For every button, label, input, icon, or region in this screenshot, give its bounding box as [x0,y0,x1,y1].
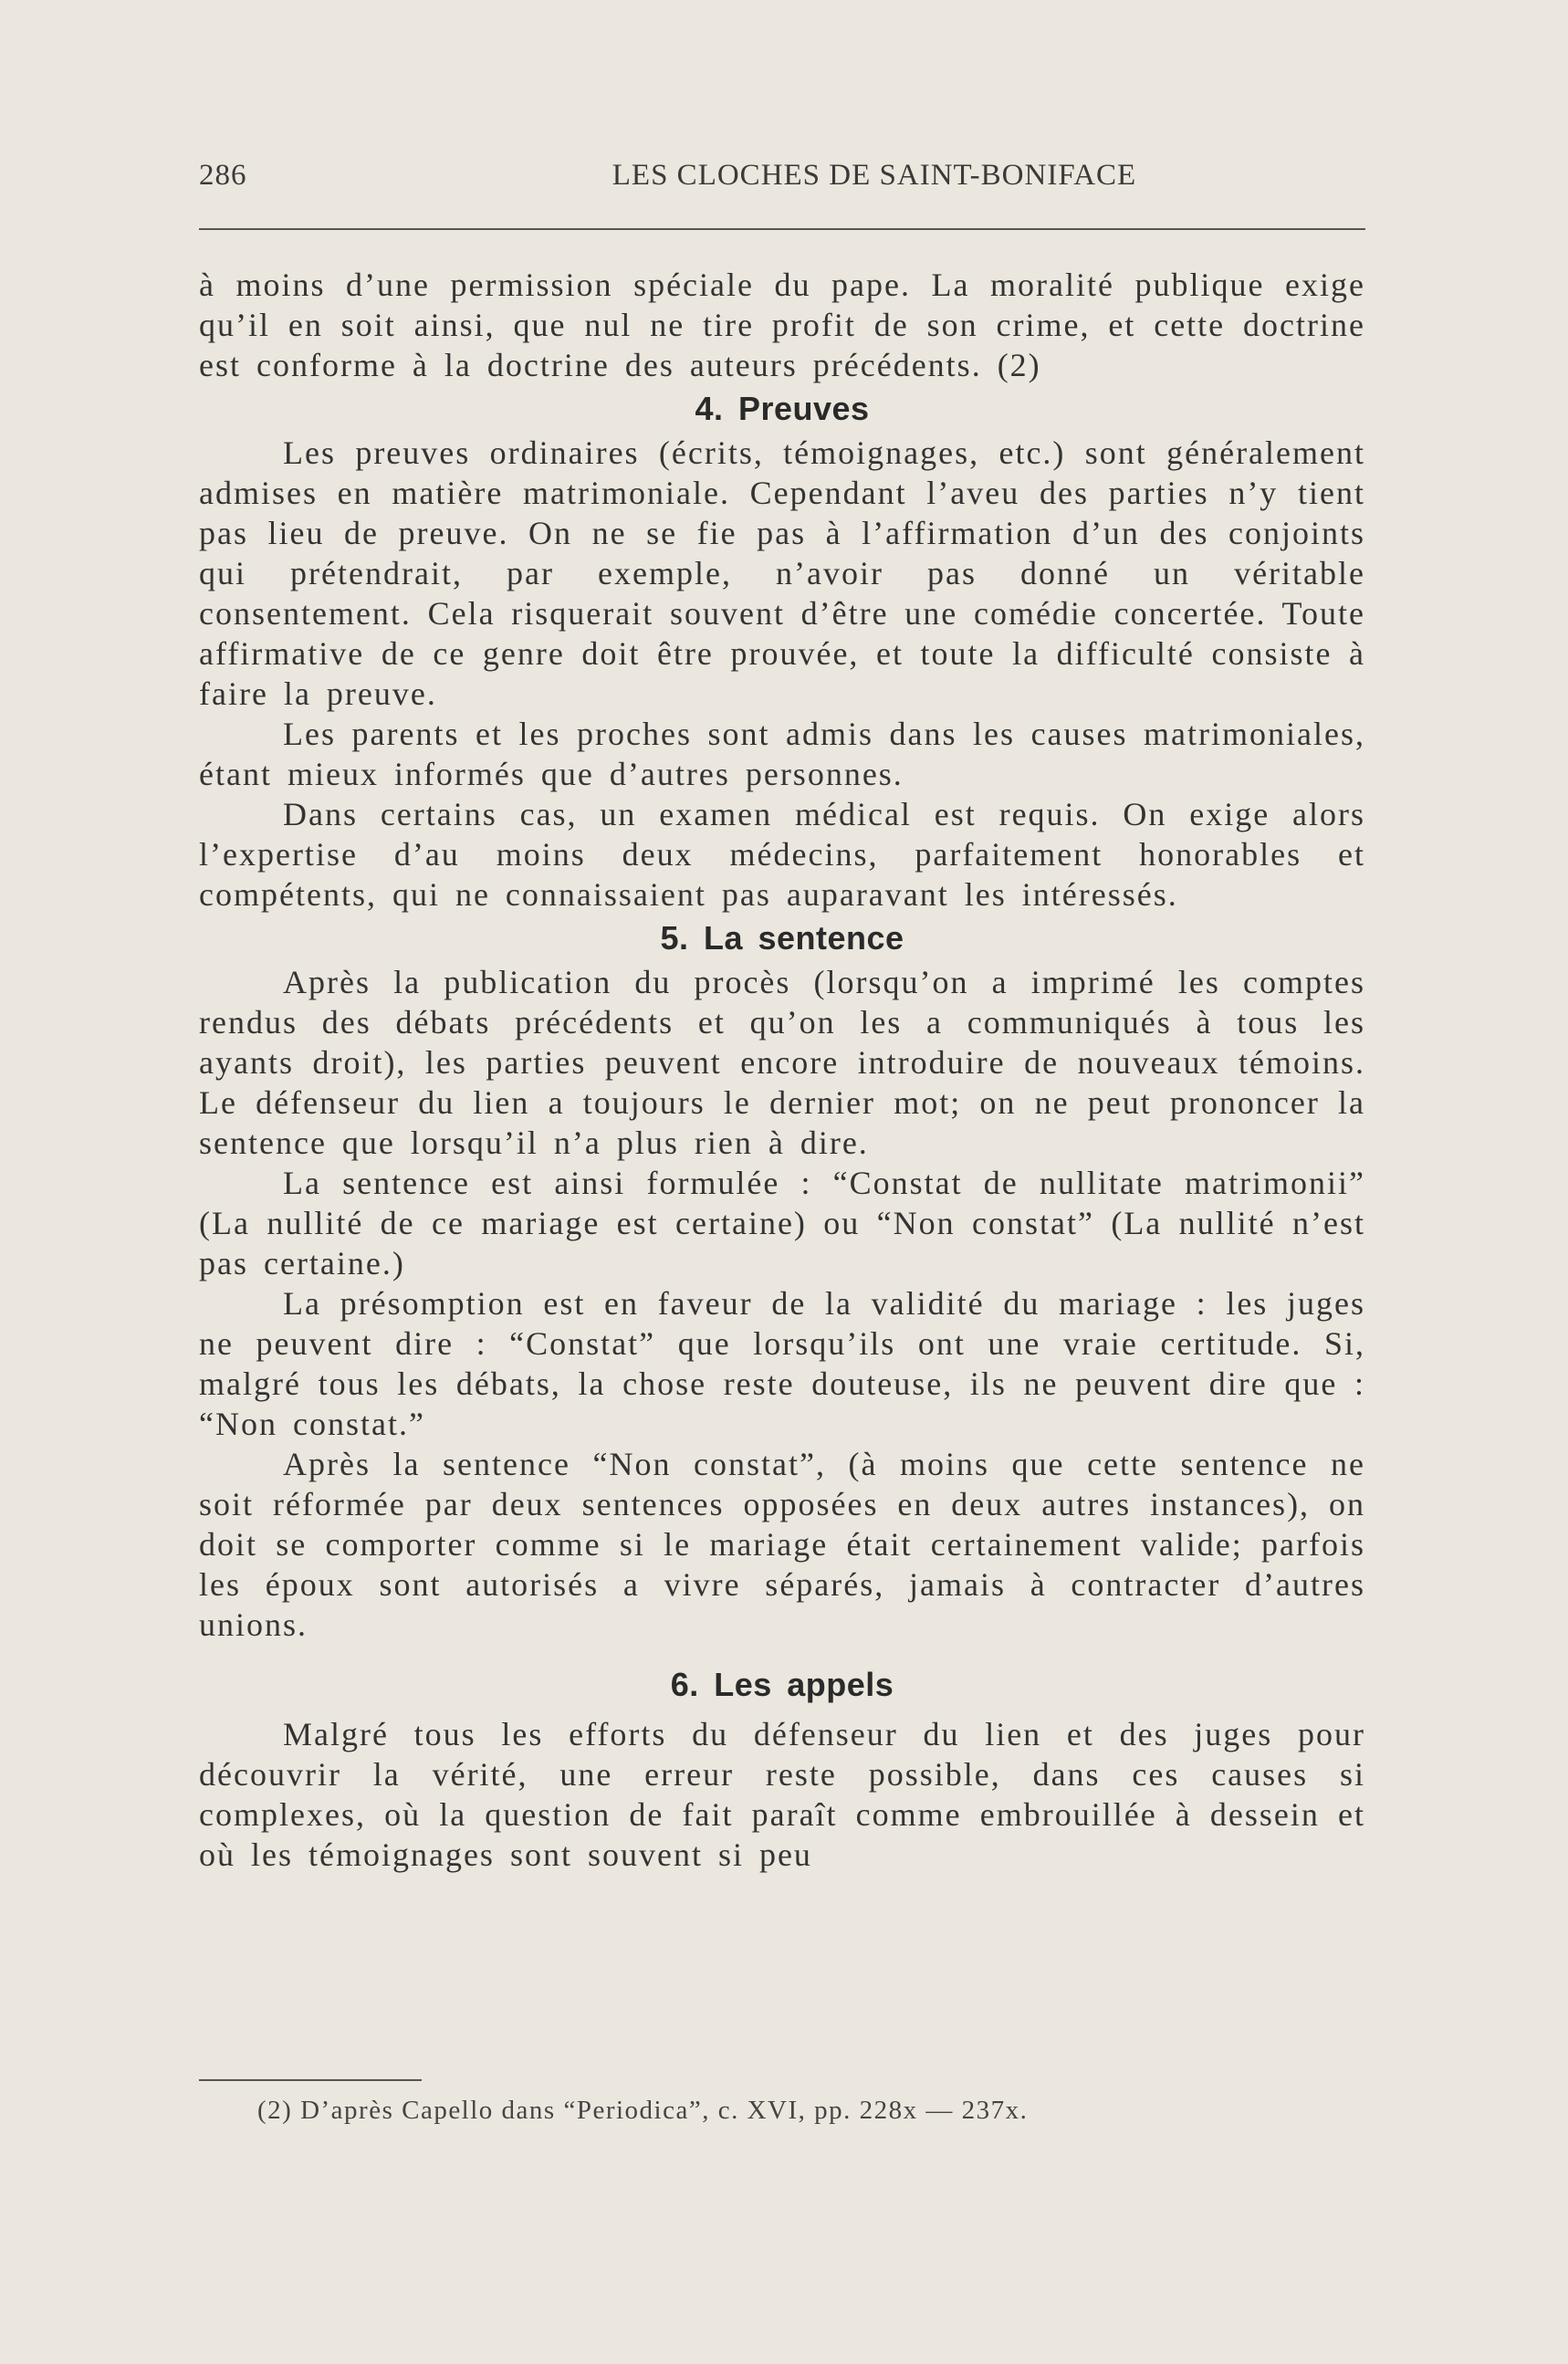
paragraph-continued: à moins d’une permission spéciale du pape. La moralité publique exige qu’il en soit ainsi, que nul ne tire profit de son crime, et cette doctrine est conforme à la doctrine des auteurs précédents. (2) [199,267,1365,383]
page-header [199,146,1365,201]
paragraph: Après la publication du procès (lorsqu’on a imprimé les comptes rendus des débats précédents et qu’on les a communiqués à tous les ayants droit), les parties peuvent encore introduire de nouveaux témoins. Le défenseur du lien a toujours le dernier mot; on ne peut prononcer la sentence que lorsqu’il n’a plus rien à dire. [199,964,1365,1161]
paragraph: La sentence est ainsi formulée : “Constat de nullitate matrimonii” (La nullité de ce mariage est certaine) ou “Non constat” (La nullité n’est pas certaine.) [199,1165,1365,1281]
paragraph: La présomption est en faveur de la validité du mariage : les juges ne peuvent dire : “Constat” que lorsqu’ils ont une vraie certitude. Si, malgré tous les débats, la chose reste douteuse, ils ne peuvent dire que : “Non constat.” [199,1285,1365,1442]
page-number: 286 [199,159,247,192]
paragraph: Après la sentence “Non constat”, (à moins que cette sentence ne soit réformée par deux sentences opposées en deux autres instances), on doit se comporter comme si le mariage était certainement valide; parfois les époux sont autorisés a vivre séparés, jamais à contracter d’autres unions. [199,1446,1365,1643]
page-body [199,265,1365,1875]
paragraph: Dans certains cas, un examen médical est requis. On exige alors l’expertise d’au moins deux médecins, parfaitement honorables et compétents, qui ne connaissaient pas auparavant les intéressés. [199,796,1365,913]
section-heading-sentence: 5. La sentence [660,919,904,957]
paragraph: Les preuves ordinaires (écrits, témoignages, etc.) sont généralement admises en matière matrimoniale. Cependant l’aveu des parties n’y tient pas lieu de preuve. On ne se fie pas à l’affirmation d’un des conjoints qui prétendrait, par exemple, n’avoir pas donné un véritable consentement. Cela risquerait souvent d’être une comédie concertée. Toute affirmative de ce genre doit être prouvée, et toute la difficulté consiste à faire la preuve. [199,434,1365,712]
paragraph: Les parents et les proches sont admis dans les causes matrimoniales, étant mieux informés que d’autres personnes. [199,716,1365,792]
footnote-rule [199,2079,422,2081]
section-heading-preuves: 4. Preuves [695,390,870,427]
footnote: (2) D’après Capello dans “Periodica”, c. XVI, pp. 228x — 237x. [257,2096,1029,2125]
running-title: LES CLOCHES DE SAINT-BONIFACE [612,159,1137,192]
section-heading-appels: 6. Les appels [670,1666,894,1703]
header-rule [199,228,1365,230]
paragraph: Malgré tous les efforts du défenseur du lien et des juges pour découvrir la vérité, une erreur reste possible, dans ces causes si complexes, où la question de fait paraît comme embrouillée à dessein et où les témoignages sont souvent si peu [199,1716,1365,1873]
